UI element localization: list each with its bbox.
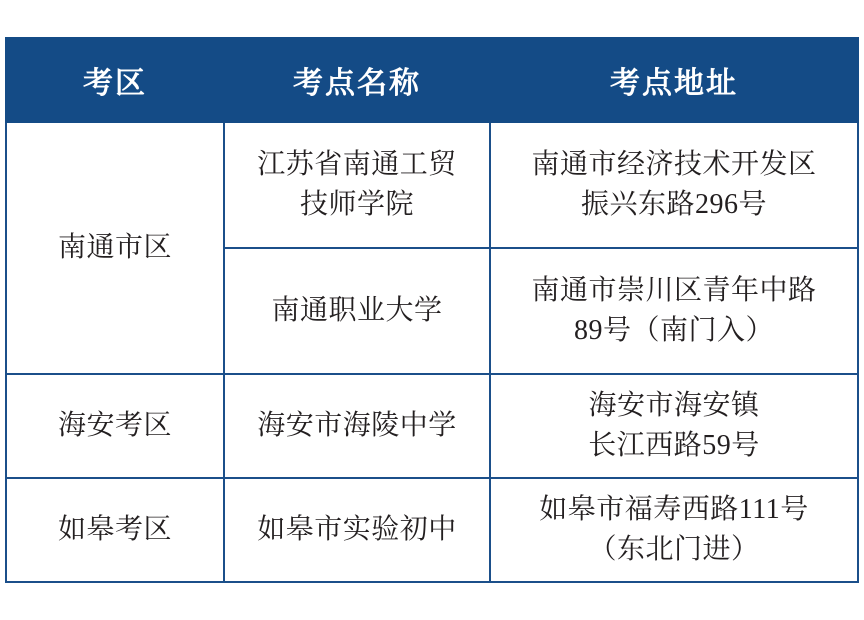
cell-line: 海安市海安镇 [588,390,760,422]
column-header-district: 考区 [6,38,224,122]
cell-line: 南通市崇川区青年中路 [531,275,817,307]
cell-district: 海安考区 [6,374,224,478]
cell-line: 技师学院 [299,189,414,220]
table-row [6,478,858,582]
cell-site-name [224,374,490,478]
cell-site-address [490,248,858,374]
cell-line: 南通职业大学 [271,295,443,327]
cell-line: 长江西路59号 [588,430,760,461]
cell-line: 江苏省南通工贸 [257,149,457,181]
table-row [6,374,858,478]
cell-site-name [224,122,490,248]
table-body [6,122,858,582]
cell-site-address [490,374,858,478]
cell-site-address [490,122,858,248]
cell-district: 南通市区 [6,122,224,374]
cell-line: 如皋市福寿西路111号 [539,494,809,526]
column-header-site-name: 考点名称 [224,38,490,122]
cell-site-name [224,248,490,374]
cell-line: 海安市海陵中学 [257,410,457,442]
table-row [6,122,858,248]
cell-line: 89号（南门入） [573,315,774,346]
cell-site-address [490,478,858,582]
cell-district: 如皋考区 [6,478,224,582]
cell-line: 南通市经济技术开发区 [531,149,817,181]
cell-line: （东北门进） [588,534,760,565]
table-header-row [6,38,858,122]
cell-line: 如皋市实验初中 [257,514,457,546]
column-header-site-address: 考点地址 [490,38,858,122]
cell-site-name [224,478,490,582]
exam-sites-table [5,37,859,583]
cell-line: 振兴东路296号 [580,189,767,220]
table-header [6,38,858,122]
